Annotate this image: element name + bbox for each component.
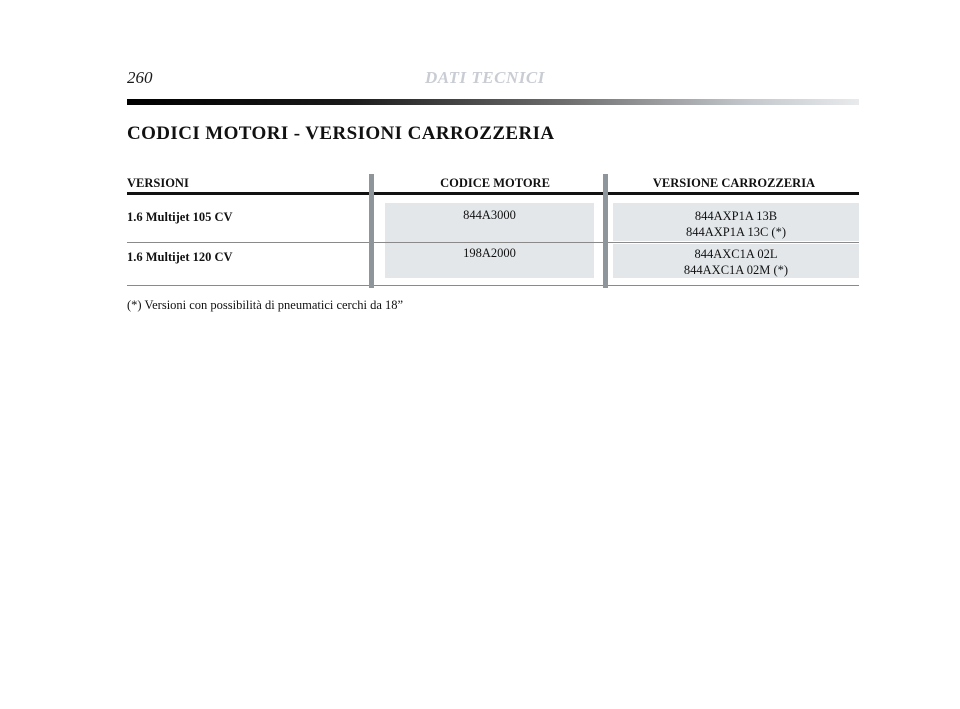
page-number: 260 (127, 68, 153, 87)
column-header-body-version: VERSIONE CARROZZERIA (652, 176, 816, 190)
body-version-value-alt: 844AXP1A 13C (*) (685, 225, 786, 239)
row-version-label: 1.6 Multijet 120 CV (127, 250, 233, 264)
engine-codes-table (127, 172, 859, 288)
body-version-value: 844AXC1A 02L (694, 247, 778, 261)
column-divider-2 (603, 174, 608, 288)
engine-code-value: 844A3000 (463, 208, 516, 222)
table-bottom-rule (127, 285, 859, 286)
column-header-versions: VERSIONI (127, 176, 189, 190)
row-separator (127, 242, 859, 243)
column-divider-1 (369, 174, 374, 288)
section-title: DATI TECNICI (425, 68, 545, 87)
page-heading: CODICI MOTORI - VERSIONI CARROZZERIA (127, 123, 555, 144)
row-version-label: 1.6 Multijet 105 CV (127, 210, 233, 224)
column-header-engine-code: CODICE MOTORE (440, 176, 550, 190)
header-rule (127, 99, 859, 105)
footnote: (*) Versioni con possibilità di pneumatici cerchi da 18” (127, 298, 404, 312)
header-divider-rule (127, 192, 859, 195)
body-version-value-alt: 844AXC1A 02M (*) (683, 263, 789, 277)
engine-code-value: 198A2000 (463, 246, 516, 260)
body-version-value: 844AXP1A 13B (694, 209, 778, 223)
